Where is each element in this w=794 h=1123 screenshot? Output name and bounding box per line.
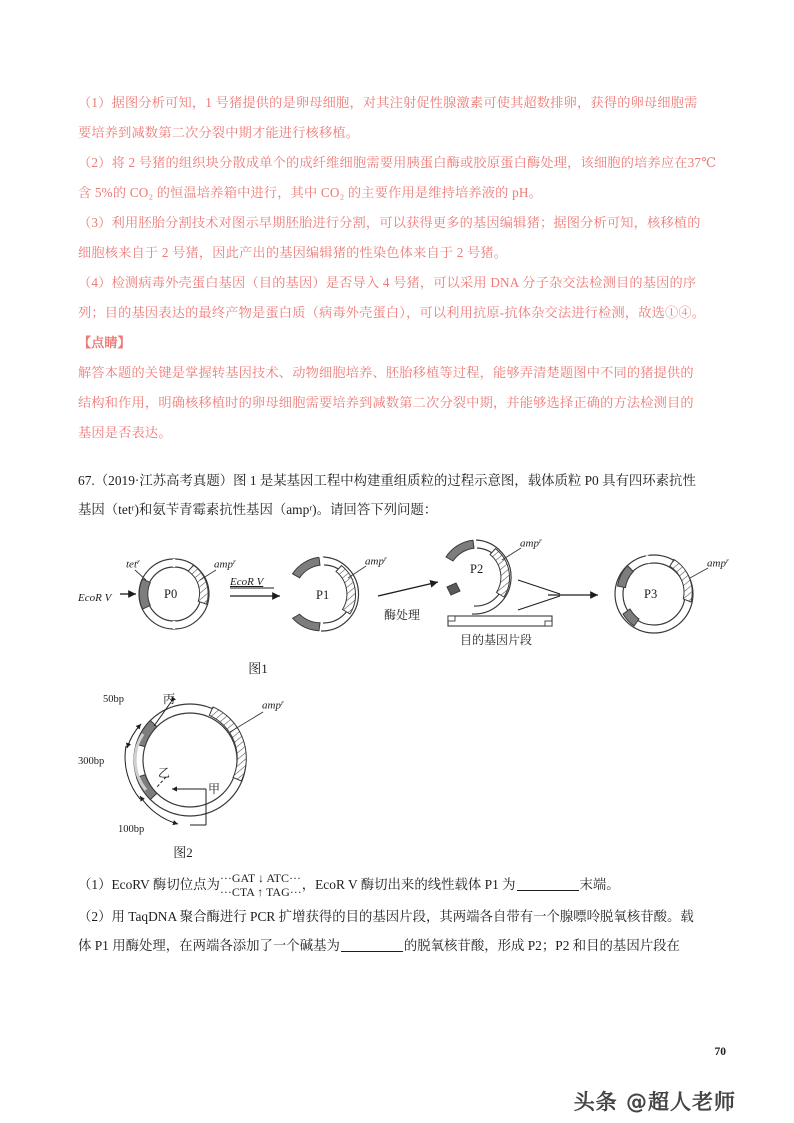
answer-blank-2[interactable]	[341, 938, 403, 952]
sub-question-2-line-1: （2）用 TaqDNA 聚合酶进行 PCR 扩增获得的目的基因片段，其两端各自带有一个腺嘌呤脱氧核苷酸。载	[78, 909, 694, 924]
analysis-line: （2）将 2 号猪的组织块分散成单个的成纤维细胞需要用胰蛋白酶或胶原蛋白酶处理，该细胞的培养应在37℃	[78, 155, 717, 170]
label-plasmid-p0: P0	[164, 587, 178, 601]
sub-question-1-prefix: （1）EcoRV 酶切位点为	[78, 877, 220, 892]
label-amp-p0: amp$^r$	[214, 557, 236, 571]
page-number: 70	[714, 1046, 726, 1058]
plasmid-p0-graphic	[78, 532, 209, 629]
ecorv-cut-site-formula	[220, 871, 302, 899]
sub-question-2-pre: 体 P1 用酶处理，在两端各添加了一个碱基为	[78, 938, 340, 953]
label-amp-p2: amp$^r$	[520, 536, 542, 550]
label-site-bing: 丙	[163, 692, 176, 706]
figure-2	[78, 684, 718, 868]
sub-questions	[78, 868, 718, 960]
label-amp-fig2: amp$^r$	[262, 698, 284, 712]
label-100bp: 100bp	[118, 824, 145, 835]
page-content	[78, 88, 729, 960]
sub-question-1	[78, 868, 718, 902]
label-site-yi: 乙	[158, 766, 171, 780]
label-300bp: 300bp	[78, 756, 105, 767]
figure-2-diagram	[78, 684, 418, 844]
question-stem-line: 67.（2019·江苏高考真题）图 1 是某基因工程中构建重组质粒的过程示意图，载体质粒 P0 具有四环素抗性	[78, 473, 696, 488]
segment-ampr	[209, 707, 246, 781]
tip-line: 结构和作用，明确核移植时的卵母细胞需要培养到减数第二次分裂中期，并能够选择正确的方法检测目的	[78, 395, 694, 410]
analysis-line: 细胞核来自于 2 号猪，因此产出的基因编辑猪的性染色体来自于 2 号猪。	[78, 245, 508, 260]
analysis-line: （3）利用胚胎分割技术对图示早期胚胎进行分割，可以获得更多的基因编辑猪；据图分析可知，核移植的	[78, 215, 701, 230]
formula-top-strand: ···GAT ↓ ATC···	[219, 870, 301, 885]
formula-bottom-strand: ···CTA ↑ TAG···	[219, 884, 302, 899]
figure-1-caption: 图1	[248, 661, 268, 676]
label-ecorv-step: EcoR V	[230, 576, 264, 588]
label-target-gene-fragment: 目的基因片段	[460, 633, 533, 647]
analysis-block	[78, 88, 718, 448]
arrow-p1-p2	[378, 582, 438, 596]
plasmid-p2-graphic	[446, 540, 511, 614]
tip-line: 基因是否表达。	[78, 425, 172, 440]
target-gene-fragment-graphic	[448, 616, 552, 626]
label-amp-p1: amp$^r$	[365, 554, 387, 568]
label-50bp: 50bp	[103, 694, 124, 705]
label-plasmid-p2: P2	[470, 562, 484, 576]
figure-1	[78, 532, 729, 680]
analysis-line: 要培养到减数第二次分裂中期才能进行核移植。	[78, 125, 360, 140]
figure-2-caption: 图2	[173, 845, 193, 860]
label-plasmid-p3: P3	[644, 587, 658, 601]
sub-question-2-line-2	[78, 931, 718, 960]
watermark: 头条 @超人老师	[573, 1090, 736, 1114]
sub-question-2-post: 的脱氧核苷酸，形成 P2；P2 和目的基因片段在	[403, 938, 680, 953]
analysis-line: （4）检测病毒外壳蛋白基因（目的基因）是否导入 4 号猪，可以采用 DNA 分子杂交法检测目的基因的序	[78, 275, 697, 290]
label-tet: tet$^r$	[126, 557, 140, 571]
question-stem	[78, 466, 718, 524]
question-stem-line: 基因（tetʳ)和氨苄青霉素抗性基因（ampʳ)。请回答下列问题：	[78, 502, 438, 517]
label-plasmid-p1: P1	[316, 588, 330, 602]
label-ecorv-input: EcoR V	[78, 592, 112, 604]
analysis-line: 含 5%的 CO₂ 的恒温培养箱中进行，其中 CO₂ 的主要作用是维持培养液的 pH。	[78, 185, 542, 200]
tip-line: 解答本题的关键是掌握转基因技术、动物细胞培养、胚胎移植等过程，能够弄清楚题图中不同的猪提供的	[78, 365, 694, 380]
sub-question-1-suffix: 末端。	[579, 877, 620, 892]
sub-question-1-middle: ，EcoR V 酶切出来的线性载体 P1 为	[301, 877, 516, 892]
tip-heading: 【点睛】	[78, 335, 131, 350]
analysis-line: （1）据图分析可知，1 号猪提供的是卵母细胞，对其注射促性腺激素可使其超数排卵，获得的卵母细胞需	[78, 95, 698, 110]
label-enzyme-treatment: 酶处理	[384, 608, 421, 622]
label-site-jia: 甲	[208, 782, 221, 796]
label-amp-p3: amp$^r$	[707, 556, 729, 570]
analysis-line: 列；目的基因表达的最终产物是蛋白质（病毒外壳蛋白），可以利用抗原-抗体杂交法进行检测，故选①④。	[78, 305, 706, 320]
answer-blank-1[interactable]	[517, 877, 579, 891]
